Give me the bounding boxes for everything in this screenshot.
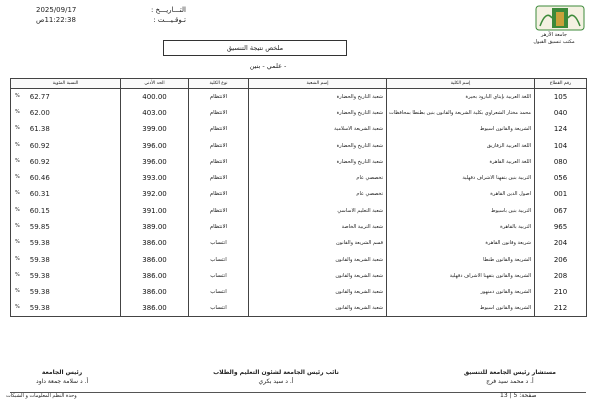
signature-title: مستشار رئيس الجامعة للتنسيق [463,369,556,376]
cell-percent [11,219,121,235]
signature-title: رئيس الجامعة [41,369,83,376]
time-value: 11:22:38ص [36,16,76,24]
cell-college: التربية بنين باسيوط [387,203,535,219]
percent-sign: % [15,174,20,181]
cell-min: 396.00 [121,154,189,170]
page-number: 5 | 13 [500,392,518,399]
cell-percent [11,154,121,170]
signature-name: أ. د سيد بكري [258,378,294,385]
cell-division: شعبة الشريعة والقانون [249,268,387,284]
cell-percent [11,186,121,202]
cell-division: شعبة التاريخ والحضارة [249,89,387,105]
cell-percent [11,105,121,121]
cell-type: انتساب [189,300,249,316]
percent-value: 60.31 [29,190,50,199]
cell-type: الانتظام [189,137,249,153]
cell-percent [11,89,121,105]
cell-percent [11,235,121,251]
cell-min: 389.00 [121,219,189,235]
table-row [11,154,587,170]
cell-division: شعبة التاريخ والحضارة [249,137,387,153]
cell-min: 386.00 [121,251,189,267]
cell-type: الانتظام [189,105,249,121]
col-header-percent: النسبة المئوية [11,79,121,89]
cell-code: 212 [535,300,587,316]
col-header-code: رقم القطاع [535,79,587,89]
col-header-division: إسم الشعبة [249,79,387,89]
cell-college: الشريعة والقانون بتفهنا الاشراف دقهلية [387,268,535,284]
percent-sign: % [15,190,20,197]
cell-code: 056 [535,170,587,186]
cell-code: 105 [535,89,587,105]
cell-code: 124 [535,121,587,137]
cell-college: الشريعة والقانون دمنهور [387,284,535,300]
cell-college: التربية بالقاهرة [387,219,535,235]
cell-percent [11,203,121,219]
university-logo-icon [534,4,586,32]
cell-type: الانتظام [189,154,249,170]
date-label: التـــاريـــخ : [150,6,186,14]
percent-sign: % [15,223,20,230]
table-row [11,105,587,121]
cell-division: تخصصي عام [249,170,387,186]
cell-code: 208 [535,268,587,284]
cell-code: 204 [535,235,587,251]
percent-sign: % [15,157,20,164]
percent-value: 62.00 [29,108,50,117]
table-row [11,268,587,284]
col-header-college: إسم الكلية [387,79,535,89]
cell-college: اللغة العربية القاهرة [387,154,535,170]
cell-code: 206 [535,251,587,267]
percent-sign: % [15,255,20,262]
cell-type: انتساب [189,268,249,284]
cell-percent [11,137,121,153]
time-label: تـوقـيـــت : [153,16,186,24]
table-row [11,251,587,267]
time-row [36,15,186,25]
percent-value: 60.92 [29,157,50,166]
signature-coordination-advisor [464,368,556,386]
footer-page [500,392,536,399]
cell-code: 080 [535,154,587,170]
cell-type: انتساب [189,235,249,251]
percent-value: 59.38 [29,271,50,280]
cell-type: انتساب [189,251,249,267]
percent-value: 60.46 [29,174,50,183]
signature-name: أ. د محمد سيد فرج [486,378,534,385]
cell-division: شعبة التربية الخاصة [249,219,387,235]
cell-code: 040 [535,105,587,121]
percent-value: 59.38 [29,239,50,248]
cell-type: الانتظام [189,170,249,186]
table-row [11,89,587,105]
cell-min: 396.00 [121,137,189,153]
table-row [11,137,587,153]
cell-percent [11,284,121,300]
org-name [514,32,594,46]
cell-division: شعبة التاريخ والحضارة [249,105,387,121]
signature-title: نائب رئيس الجامعة لشئون التعليم والطلاب [213,369,339,376]
percent-value: 60.15 [29,206,50,215]
report-title: ملخص نتيجة التنسيق [163,40,347,56]
cell-division: قسم الشريعة والقانون [249,235,387,251]
cell-code: 104 [535,137,587,153]
cell-min: 392.00 [121,186,189,202]
cell-percent [11,121,121,137]
cell-type: الانتظام [189,203,249,219]
cell-division: شعبة التعليم الاساسي [249,203,387,219]
percent-sign: % [15,92,20,99]
cell-type: انتساب [189,284,249,300]
cell-college: محمد مختار الشعراوي بكلية الشريعة والقانون بنين بطنطا بمحافظات [387,105,535,121]
percent-sign: % [15,108,20,115]
cell-college: التربية بنين بتفهنا الاشراف دقهلية [387,170,535,186]
org-line-1: جامعة الأزهر [540,32,568,38]
cell-division: تخصصي عام [249,186,387,202]
percent-value: 59.38 [29,304,50,313]
cell-type: الانتظام [189,186,249,202]
signature-name: أ. د سلامة جمعة داود [36,378,89,385]
percent-value: 59.85 [29,223,50,232]
cell-type: الانتظام [189,121,249,137]
percent-sign: % [15,206,20,213]
cell-college: اللغة العربية بإيتاي البارود بحيرة [387,89,535,105]
percent-value: 62.77 [29,92,50,101]
percent-value: 59.38 [29,255,50,264]
header-dates [36,5,186,25]
table-row [11,186,587,202]
cell-college: الشريعة والقانون اسيوط [387,300,535,316]
cell-college: اللغة العربية الزقازيق [387,137,535,153]
date-value: 2025/09/17 [36,6,77,14]
cell-college: اصول الدين القاهرة [387,186,535,202]
cell-min: 386.00 [121,284,189,300]
cell-college: شريعة وقانون القاهرة [387,235,535,251]
cell-percent [11,251,121,267]
report-subtitle: - علمي - بنين [249,62,287,70]
table-row [11,121,587,137]
org-line-2: مكتب تنسيق القبول [533,39,575,45]
table-row [11,219,587,235]
table-row [11,300,587,316]
cell-division: شعبة الشريعة والقانون [249,284,387,300]
cell-percent [11,268,121,284]
percent-value: 61.38 [29,125,50,134]
cell-division: شعبة الشريعة والقانون [249,300,387,316]
cell-min: 399.00 [121,121,189,137]
percent-sign: % [15,271,20,278]
percent-sign: % [15,141,20,148]
col-header-min: الحد الأدني [121,79,189,89]
cell-percent [11,300,121,316]
percent-sign: % [15,288,20,295]
percent-value: 59.38 [29,288,50,297]
table-row [11,284,587,300]
signature-president [36,368,88,386]
cell-min: 386.00 [121,235,189,251]
cell-division: شعبة الشريعة الاسلامية [249,121,387,137]
cell-percent [11,170,121,186]
cell-college: الشريعة والقانون طنطا [387,251,535,267]
cell-min: 403.00 [121,105,189,121]
percent-value: 60.92 [29,141,50,150]
cell-division: شعبة التاريخ والحضارة [249,154,387,170]
cell-type: الانتظام [189,89,249,105]
cell-code: 210 [535,284,587,300]
percent-sign: % [15,125,20,132]
signatures [36,368,556,386]
cell-code: 965 [535,219,587,235]
page-label: صفحة: [519,392,537,399]
signature-vice-president [213,368,339,386]
cell-min: 386.00 [121,268,189,284]
percent-sign: % [15,239,20,246]
table-row [11,203,587,219]
table-body [11,89,587,317]
cell-code: 067 [535,203,587,219]
col-header-type: نوع الكلية [189,79,249,89]
date-row [36,5,186,15]
cell-min: 386.00 [121,300,189,316]
cell-division: شعبة الشريعة والقانون [249,251,387,267]
cell-code: 001 [535,186,587,202]
footer-unit: وحدة النظم المعلومات و الشبكات [6,393,77,399]
cell-min: 391.00 [121,203,189,219]
cell-min: 393.00 [121,170,189,186]
cell-min: 400.00 [121,89,189,105]
table-row [11,235,587,251]
cell-college: الشريعة والقانون اسيوط [387,121,535,137]
table-header-row [11,79,587,89]
percent-sign: % [15,304,20,311]
results-table [10,78,587,317]
table-row [11,170,587,186]
cell-type: الانتظام [189,219,249,235]
